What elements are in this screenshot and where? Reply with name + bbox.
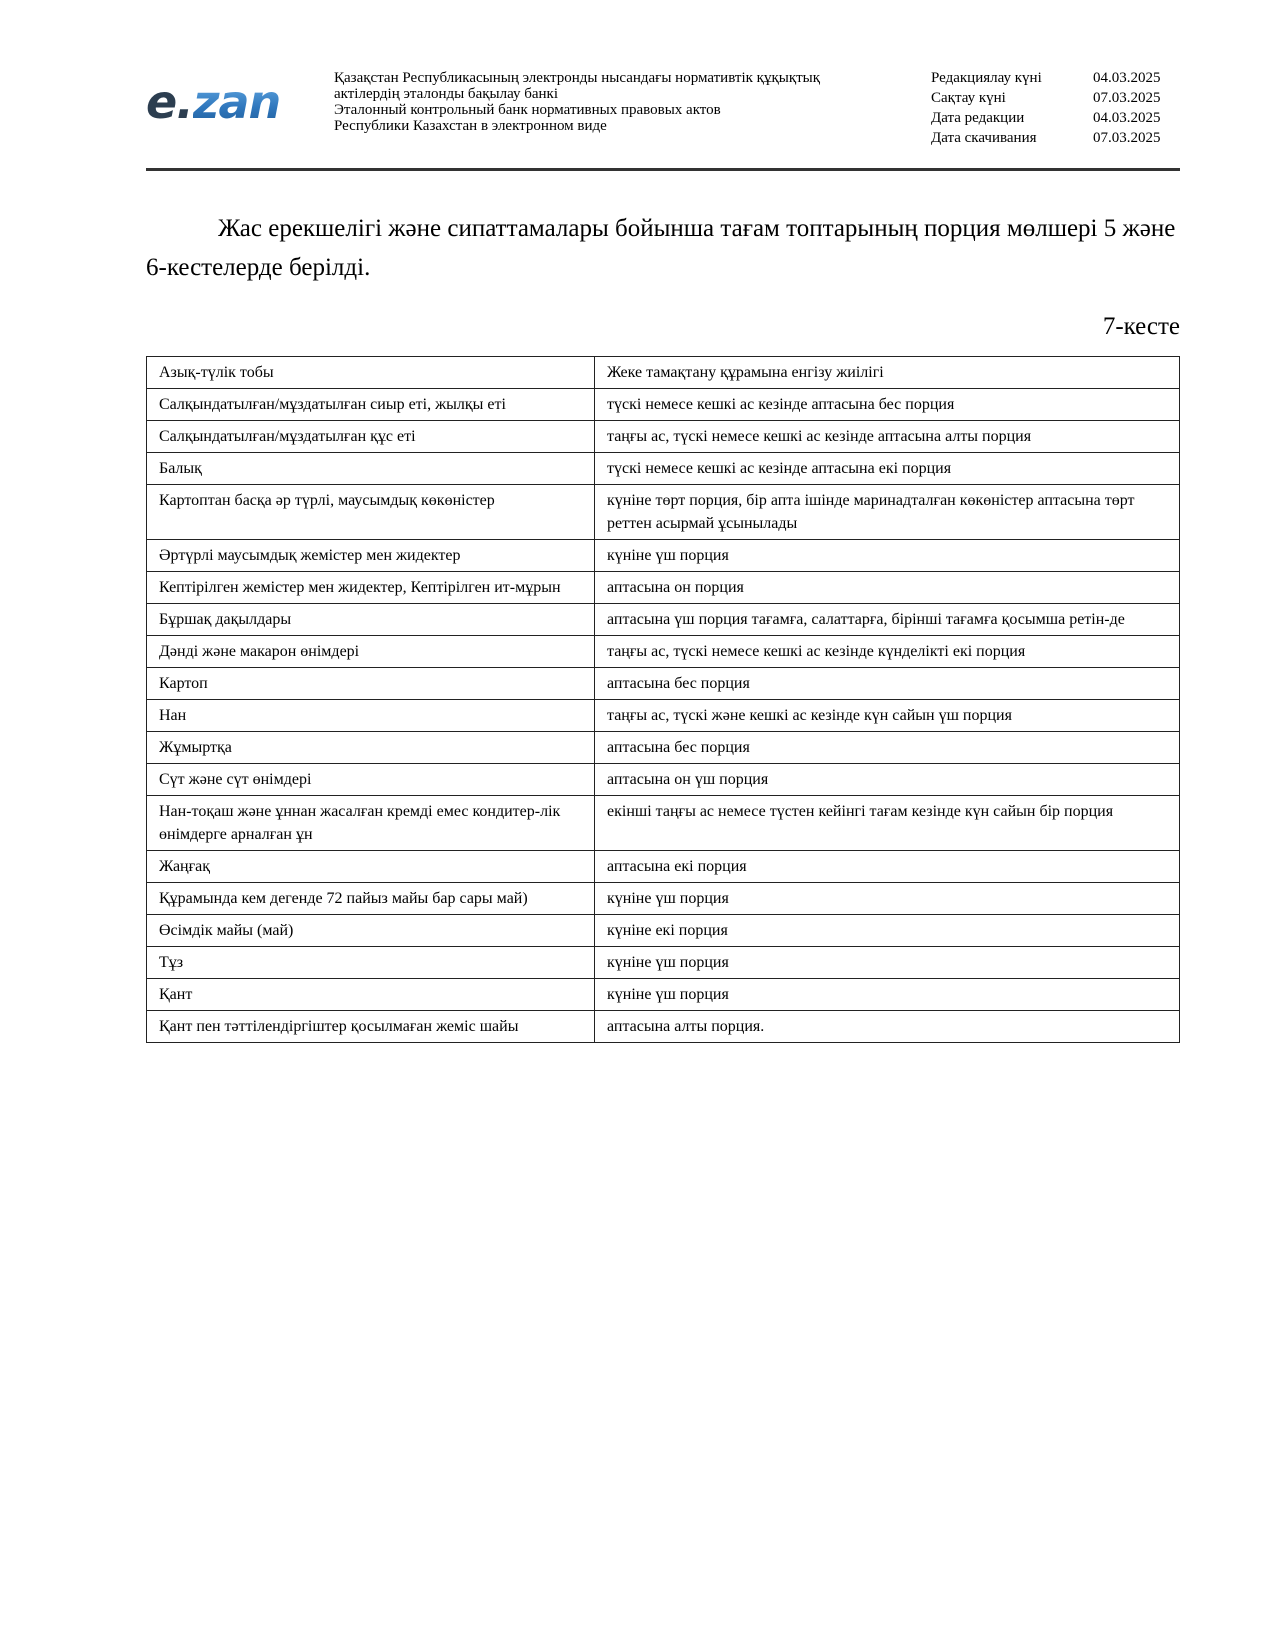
frequency-cell: аптасына он порция xyxy=(595,572,1180,604)
table-row xyxy=(147,947,1180,979)
table-number: 7-кесте xyxy=(1102,313,1180,340)
table-row xyxy=(147,700,1180,732)
food-group-cell: Қант пен тәттілендіргіштер қосылмаған жеміс шайы xyxy=(147,1011,595,1043)
food-group-cell: Бұршақ дақылдары xyxy=(147,604,595,636)
frequency-cell: күніне үш порция xyxy=(595,947,1180,979)
frequency-cell: аптасына үш порция тағамға, салаттарға, бірінші тағамға қосымша ретін-де xyxy=(595,604,1180,636)
document-page xyxy=(146,60,1180,1043)
frequency-cell: күніне үш порция xyxy=(595,979,1180,1011)
org-line: Эталонный контрольный банк нормативных правовых актов xyxy=(334,102,721,118)
frequency-cell: түскі немесе кешкі ас кезінде аптасына екі порция xyxy=(595,453,1180,485)
food-group-cell: Әртүрлі маусымдық жемістер мен жидектер xyxy=(147,540,595,572)
table-row xyxy=(147,883,1180,915)
table-row xyxy=(147,453,1180,485)
document-header xyxy=(146,60,1180,171)
frequency-cell: таңғы ас, түскі және кешкі ас кезінде күн сайын үш порция xyxy=(595,700,1180,732)
table-row xyxy=(147,915,1180,947)
table-row xyxy=(147,732,1180,764)
frequency-cell: таңғы ас, түскі немесе кешкі ас кезінде күнделікті екі порция xyxy=(595,636,1180,668)
food-group-cell: Нан-тоқаш және ұннан жасалған кремді емес кондитер-лік өнімдерге арналған ұн xyxy=(147,796,595,851)
date-row-save-kz xyxy=(931,88,1180,108)
frequency-cell: аптасына он үш порция xyxy=(595,764,1180,796)
food-group-cell: Балық xyxy=(147,453,595,485)
date-label: Сақтау күні xyxy=(931,90,1006,106)
date-row-edit-kz xyxy=(931,68,1180,88)
frequency-cell: аптасына бес порция xyxy=(595,668,1180,700)
frequency-cell: аптасына бес порция xyxy=(595,732,1180,764)
table-row xyxy=(147,485,1180,540)
frequency-cell: таңғы ас, түскі немесе кешкі ас кезінде аптасына алты порция xyxy=(595,421,1180,453)
food-group-cell: Картоптан басқа әр түрлі, маусымдық көкөністер xyxy=(147,485,595,540)
date-row-edit-ru xyxy=(931,108,1180,128)
food-group-cell: Дәнді және макарон өнімдері xyxy=(147,636,595,668)
date-value: 04.03.2025 xyxy=(1093,70,1161,86)
table-row xyxy=(147,540,1180,572)
table-row xyxy=(147,636,1180,668)
frequency-cell: күніне екі порция xyxy=(595,915,1180,947)
table-row xyxy=(147,421,1180,453)
food-group-cell: Өсімдік майы (май) xyxy=(147,915,595,947)
frequency-cell: күніне үш порция xyxy=(595,540,1180,572)
frequency-cell: Жеке тамақтану құрамына енгізу жиілігі xyxy=(595,357,1180,389)
frequency-cell: аптасына алты порция. xyxy=(595,1011,1180,1043)
frequency-cell: аптасына екі порция xyxy=(595,851,1180,883)
table-row xyxy=(147,389,1180,421)
date-label: Дата скачивания xyxy=(931,130,1037,146)
food-group-cell: Салқындатылған/мұздатылған сиыр еті, жылқы еті xyxy=(147,389,595,421)
table-row xyxy=(147,668,1180,700)
org-line: актілердің эталонды бақылау банкі xyxy=(334,86,558,102)
food-group-cell: Жұмыртқа xyxy=(147,732,595,764)
date-row-download-ru xyxy=(931,128,1180,148)
food-group-cell: Құрамында кем дегенде 72 пайыз майы бар сары май) xyxy=(147,883,595,915)
table-row xyxy=(147,979,1180,1011)
frequency-cell: түскі немесе кешкі ас кезінде аптасына бес порция xyxy=(595,389,1180,421)
food-group-cell: Жаңғақ xyxy=(147,851,595,883)
food-group-cell: Нан xyxy=(147,700,595,732)
food-group-cell: Кептірілген жемістер мен жидектер, Кептірілген ит-мұрын xyxy=(147,572,595,604)
food-group-cell: Азық-түлік тобы xyxy=(147,357,595,389)
table-row xyxy=(147,1011,1180,1043)
frequency-cell: күніне үш порция xyxy=(595,883,1180,915)
food-group-cell: Сүт және сүт өнімдері xyxy=(147,764,595,796)
frequency-cell: екінші таңғы ас немесе түстен кейінгі тағам кезінде күн сайын бір порция xyxy=(595,796,1180,851)
table-row xyxy=(147,851,1180,883)
table-row xyxy=(147,764,1180,796)
food-group-cell: Қант xyxy=(147,979,595,1011)
date-label: Редакциялау күні xyxy=(931,70,1042,86)
table-row xyxy=(147,604,1180,636)
organization-name xyxy=(334,70,894,134)
org-line: Республики Казахстан в электронном виде xyxy=(334,118,607,134)
date-value: 04.03.2025 xyxy=(1093,110,1161,126)
portions-table xyxy=(146,356,1180,1043)
date-value: 07.03.2025 xyxy=(1093,130,1161,146)
org-line: Қазақстан Республикасының электронды нысандағы нормативтік құқықтық xyxy=(334,70,821,86)
frequency-cell: күніне төрт порция, бір апта ішінде маринадталған көкөністер аптасына төрт реттен асырмай ұсынылады xyxy=(595,485,1180,540)
portions-table-body xyxy=(147,357,1180,1043)
document-dates xyxy=(931,68,1180,148)
ezan-logo[interactable]: e.zan xyxy=(146,75,281,129)
table-row xyxy=(147,572,1180,604)
date-label: Дата редакции xyxy=(931,110,1025,126)
intro-paragraph: Жас ерекшелігі және сипаттамалары бойынша тағам топтарының порция мөлшері 5 және 6-кестелерде берілді. xyxy=(146,215,1176,281)
table-row xyxy=(147,796,1180,851)
food-group-cell: Салқындатылған/мұздатылған құс еті xyxy=(147,421,595,453)
date-value: 07.03.2025 xyxy=(1093,90,1161,106)
food-group-cell: Картоп xyxy=(147,668,595,700)
table-header-row xyxy=(147,357,1180,389)
food-group-cell: Тұз xyxy=(147,947,595,979)
